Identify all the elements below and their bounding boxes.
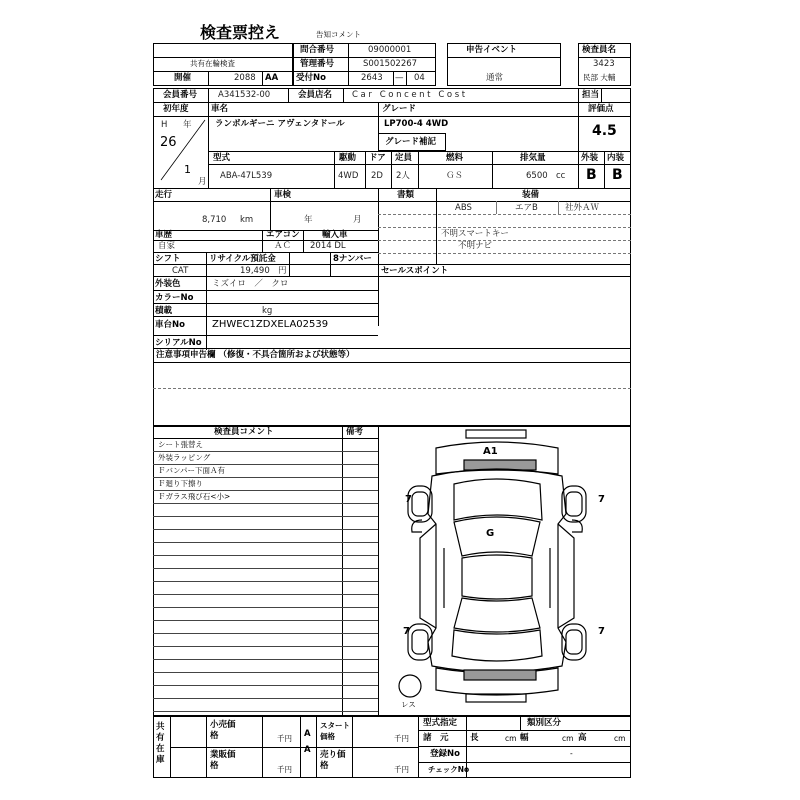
business-unit: 千円 — [277, 765, 292, 774]
mileage-label: 走行 — [155, 190, 173, 200]
venue-note: 共有在輪検査 — [190, 59, 235, 68]
comment-rule — [153, 711, 378, 712]
equip-smartkey: 不明スマートキー — [441, 229, 509, 239]
class-label: 類別区分 — [527, 718, 562, 728]
session-label: 開催 — [174, 73, 192, 83]
era: H — [161, 120, 168, 130]
exterior-label: 外装 — [581, 153, 599, 163]
plate8-label: 8ナンバー — [333, 254, 372, 264]
inquiry-label: 問合番号 — [300, 45, 335, 55]
comment-rule — [153, 451, 378, 452]
shift-label: シフト — [155, 254, 181, 264]
comment-rule — [153, 659, 378, 660]
car-name-label: 車名 — [211, 104, 229, 114]
load-label: 積載 — [155, 306, 173, 316]
fuel-label: 燃料 — [446, 153, 464, 163]
shift-value: CAT — [172, 266, 189, 276]
mark-g: G — [486, 528, 495, 539]
equip-aw: 社外ＡＷ — [565, 203, 600, 213]
start-price-label: スタート価格 — [320, 721, 350, 741]
notice-comment-label: 告知コメント — [316, 30, 361, 39]
inspection-year: 年 — [304, 215, 313, 225]
recycle-label: リサイクル預託金 — [209, 254, 276, 264]
comment-rule — [153, 542, 378, 543]
receipt-label: 受付No — [296, 73, 326, 83]
import-value: 2014 DL — [310, 241, 346, 251]
docs-label: 書類 — [397, 190, 415, 200]
registration-label: 登録No — [430, 749, 460, 759]
recycle-unit: 円 — [278, 266, 287, 276]
chassis-label: 車台No — [155, 320, 185, 330]
comment-rule — [153, 594, 378, 595]
first-reg-year: 26 — [160, 135, 177, 150]
exterior-value: B — [586, 167, 597, 183]
comment-rule — [153, 633, 378, 634]
comment-rule — [153, 685, 378, 686]
month-unit: 月 — [198, 177, 207, 187]
comment-line-3: Ｆバンパー下面Ａ有 — [158, 466, 225, 475]
page-title: 検査票控え — [200, 23, 281, 42]
inquiry-value: 09000001 — [368, 45, 412, 55]
comment-rule — [153, 477, 378, 478]
notes-label: 注意事項申告欄 （修復・不具合箇所および状態等） — [156, 350, 355, 360]
capacity-label: 定員 — [395, 153, 413, 163]
management-label: 管理番号 — [300, 59, 335, 69]
comment-rule — [153, 490, 378, 491]
comment-rule — [153, 516, 378, 517]
grade-supp-label: グレード補記 — [385, 137, 437, 147]
interior-label: 内装 — [607, 153, 625, 163]
rating-value: 4.5 — [592, 123, 617, 139]
mileage-unit: km — [240, 215, 254, 225]
color-value: ミズイロ ／ クロ — [212, 279, 289, 289]
receipt-value: 2643 — [361, 73, 383, 83]
interior-value: B — [612, 167, 623, 183]
first-reg-month: 1 — [184, 163, 191, 176]
drive-label: 駆動 — [339, 153, 357, 163]
member-store-label: 会員店名 — [298, 90, 333, 100]
door-label: ドア — [369, 153, 386, 163]
session-grade: AA — [265, 73, 279, 83]
comment-line-5: Ｆガラス飛び石<小> — [158, 492, 231, 501]
management-value: S001502267 — [363, 59, 418, 69]
business-price-label: 業販価格 — [210, 750, 236, 771]
start-unit: 千円 — [394, 734, 409, 743]
aircon-label: エアコン — [266, 230, 300, 240]
mark-7-rear-left: 7 — [403, 626, 410, 637]
a-mark-upper: A — [304, 729, 311, 739]
color-no-label: カラーNo — [155, 293, 194, 303]
receipt-suffix: 04 — [414, 73, 425, 83]
retail-price-label: 小売価格 — [210, 720, 236, 741]
height-label: 高 — [578, 733, 587, 743]
displacement-label: 排気量 — [520, 153, 546, 163]
inspector-comment-label: 検査員コメント — [214, 427, 274, 437]
comment-line-1: シート張替え — [158, 440, 203, 449]
comment-rule — [153, 620, 378, 621]
mark-a1: A1 — [483, 446, 498, 457]
length-label: 長 — [470, 733, 479, 743]
import-label: 輸入車 — [322, 230, 348, 240]
inspector-label: 検査員名 — [582, 45, 617, 55]
remarks-label: 備考 — [346, 427, 364, 437]
capacity-value: 2人 — [396, 171, 410, 181]
car-damage-diagram — [382, 428, 628, 714]
comment-rule — [153, 503, 378, 504]
comment-rule — [153, 672, 378, 673]
report-event-label: 申告イベント — [466, 45, 518, 55]
type-spec-label: 型式指定 — [423, 718, 458, 728]
fuel-value: ＧＳ — [446, 171, 464, 181]
model-value: ABA-47L539 — [220, 171, 273, 181]
comment-rule — [153, 529, 378, 530]
member-number-label: 会員番号 — [163, 90, 198, 100]
inspector-code: 3423 — [593, 59, 615, 69]
comment-rule — [153, 581, 378, 582]
recycle-value: 19,490 — [240, 266, 270, 276]
length-unit: cm — [505, 734, 517, 743]
spec-label: 諸 元 — [423, 733, 449, 743]
rating-label: 評価点 — [588, 104, 614, 114]
sell-price-label: 売り価格 — [320, 750, 346, 771]
mark-7-front-right: 7 — [598, 494, 605, 505]
serial-label: シリアルNo — [155, 338, 202, 348]
color-label: 外装色 — [155, 279, 181, 289]
staff-label: 担当 — [582, 90, 600, 100]
member-store-value: Car Concent Cost — [352, 90, 468, 100]
registration-dash: - — [570, 749, 573, 758]
equip-label: 装備 — [522, 190, 540, 200]
tyre-label: レス — [401, 700, 416, 709]
report-event-value: 通常 — [486, 73, 504, 83]
displacement-value: 6500 — [526, 171, 548, 181]
width-label: 幅 — [520, 733, 529, 743]
comment-line-2: 外装ラッピング — [158, 453, 211, 462]
equip-navi: 不明ナビ — [458, 241, 493, 251]
session-value: 2088 — [234, 73, 256, 83]
history-label: 車歴 — [155, 230, 173, 240]
comment-rule — [153, 698, 378, 699]
car-name-value: ランボルギーニ アヴェンタドール — [215, 119, 345, 129]
sales-point-label: セールスポイント — [381, 266, 449, 276]
comment-rule — [153, 464, 378, 465]
mark-7-front-left: 7 — [405, 494, 412, 505]
comment-line-4: Ｆ廻り下擦り — [158, 479, 203, 488]
check-no-label: チェックNo — [428, 765, 470, 774]
retail-unit: 千円 — [277, 734, 292, 743]
equip-abs: ABS — [455, 203, 472, 213]
shared-stock-label: 共有在庫 — [156, 722, 165, 765]
mark-7-rear-right: 7 — [598, 626, 605, 637]
comment-rule — [153, 607, 378, 608]
grade-value: LP700-4 4WD — [384, 119, 449, 129]
equip-airbag: エアB — [515, 203, 538, 213]
sell-unit: 千円 — [394, 765, 409, 774]
width-unit: cm — [562, 734, 574, 743]
grade-label: グレード — [382, 104, 417, 114]
member-number-value: A341532-00 — [218, 90, 271, 100]
displacement-unit: cc — [556, 171, 566, 181]
history-value: 自家 — [158, 241, 176, 251]
comment-rule — [153, 646, 378, 647]
drive-value: 4WD — [338, 171, 359, 181]
height-unit: cm — [614, 734, 626, 743]
aircon-value: ＡＣ — [274, 241, 292, 251]
chassis-value: ZHWEC1ZDXELA02539 — [212, 319, 329, 330]
model-label: 型式 — [213, 153, 231, 163]
door-value: 2D — [371, 171, 383, 181]
inspection-month: 月 — [353, 215, 362, 225]
inspection-label: 車検 — [274, 190, 292, 200]
comment-rule — [153, 555, 378, 556]
mileage-value: 8,710 — [202, 215, 227, 225]
comment-rule — [153, 568, 378, 569]
inspector-names: 民部 大輔 — [583, 73, 616, 82]
a-mark-lower: A — [304, 745, 311, 755]
load-unit: kg — [262, 306, 273, 316]
first-reg-label: 初年度 — [163, 104, 189, 114]
receipt-sep: — — [395, 73, 404, 83]
year-unit: 年 — [183, 120, 192, 130]
